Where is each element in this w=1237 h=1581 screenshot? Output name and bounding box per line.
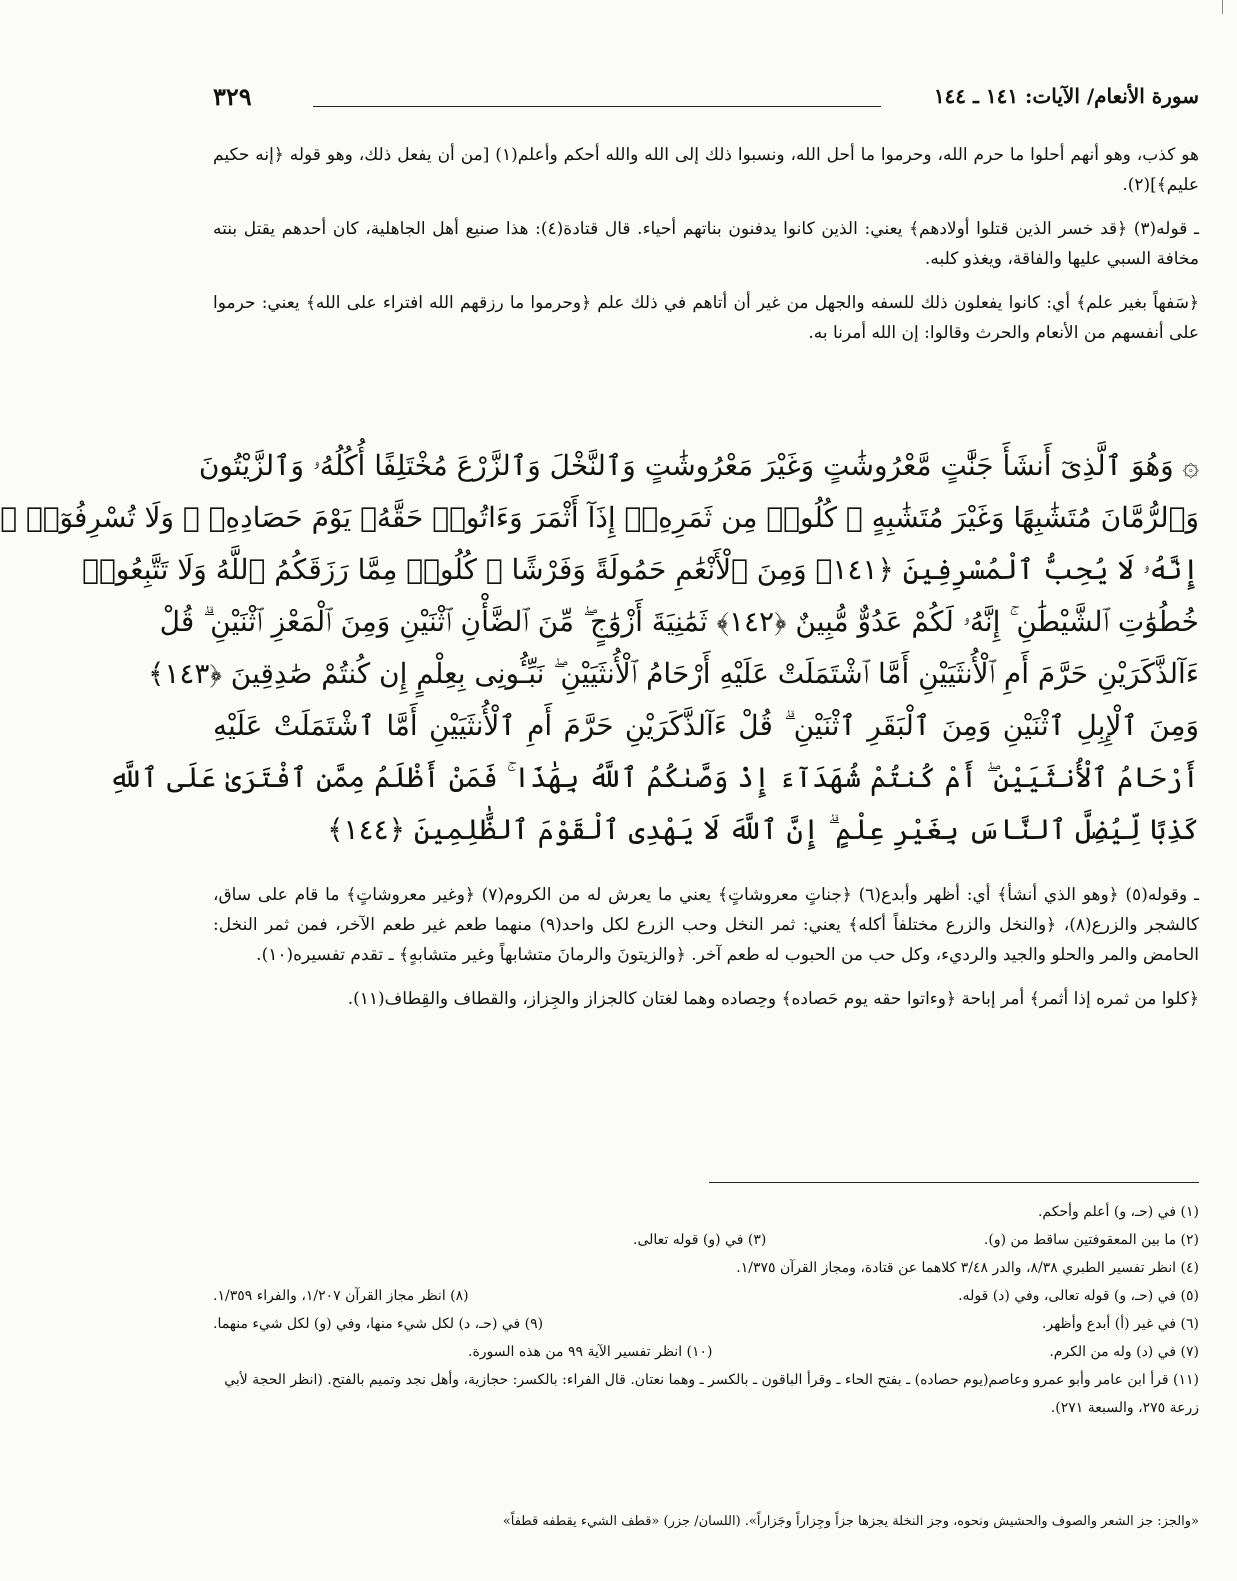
footnote: (٥) في (حـ، و) قوله تعالى، وفي (د) قوله.	[958, 1288, 1199, 1304]
verse-line: خُطُوَٰتِ ٱلشَّيْطَٰنِ ۚ إِنَّهُۥ لَكُمْ عَدُوٌّ مُّبِينٌ ﴿١٤٢﴾ ثَمَٰنِيَةَ أَزْوَٰجٍ ۖ مِّنَ ٱلضَّأْنِ ٱثْنَيْنِ وَمِنَ ٱلْمَعْزِ ٱثْنَيْنِ ۗ قُلْ	[159, 605, 1199, 638]
footnote-row	[213, 1198, 1199, 1226]
footnote: (٧) في (د) وله من الكرم.	[1049, 1344, 1199, 1360]
footnote: (٦) في غير (أ) أبدع وأظهر.	[1041, 1316, 1199, 1332]
page-header	[213, 82, 1199, 122]
footnote: (٢) ما بين المعقوفتين ساقط من (و).	[983, 1232, 1199, 1248]
verse-line: ءَآلذَّكَرَيْنِ حَرَّمَ أَمِ ٱلْأُنثَيَيْنِ أَمَّا ٱشْتَمَلَتْ عَلَيْهِ أَرْحَامُ ٱلْأُنثَيَيْنِ ۖ نَبِّـُٔونِى بِعِلْمٍ إِن كُنتُمْ صَٰدِقِينَ ﴿١٤٣﴾	[147, 657, 1199, 690]
footnote: (٩) في (حـ، د) لكل شيء منها، وفي (و) لكل شيء منهما.	[213, 1316, 544, 1332]
page-edge-mark	[1214, 0, 1223, 14]
commentary-paragraph: ـ وقوله(٥) ﴿وهو الذي أنشأ﴾ أي: أظهر وأبدع(٦) ﴿جناتٍ معروشاتٍ﴾ يعني ما يعرش له من الكروم(٧) ﴿وغير معروشاتٍ﴾ ما قام على ساق، كالشجر والزرع(٨)، ﴿والنخل والزرع مختلفاً أكله﴾ يعني: ثمر النخل وحب الزرع لكل واحد(٩) منهما طعم غير طعم الآخر، فمن ثمر النخل: الحامض والمر والحلو والجيد والرديء، وكل حب من الحبوب له طعم آخر. ﴿والزيتونَ والرمانَ متشابهاً وغير متشابهٍ﴾ ـ تقدم تفسيره(١٠).	[213, 885, 1199, 965]
gloss-line: «والجز: جز الشعر والصوف والحشيش ونحوه، وجز النخلة يجزها جزاً وجِزاراً وجَزاراً». (اللسان/ جزر) «قطف الشيء يقطفه قطفاً»	[502, 1514, 1199, 1529]
verse-line: إِنَّهُۥ لَا يُحِبُّ ٱلْمُسْرِفِينَ ﴿١٤١﴾ وَمِنَ ٱلْأَنْعَٰمِ حَمُولَةً وَفَرْشًا ۚ كُلُوا۟ مِمَّا رَزَقَكُمُ ٱللَّهُ وَلَا تَتَّبِعُوا۟	[82, 553, 1199, 586]
verse-line: وَمِنَ ٱلْإِبِلِ ٱثْنَيْنِ وَمِنَ ٱلْبَقَرِ ٱثْنَيْنِ ۗ قُلْ ءَآلذَّكَرَيْنِ حَرَّمَ أَمِ ٱلْأُنثَيَيْنِ أَمَّا ٱشْتَمَلَتْ عَلَيْهِ	[213, 709, 1199, 742]
footnote-row	[213, 1338, 1199, 1366]
running-title: سورة الأنعام/ الآيات: ١٤١ ـ ١٤٤	[933, 84, 1199, 108]
footnote: (١١) قرأ ابن عامر وأبو عمرو وعاصم(يوم حصاده) ـ بفتح الحاء ـ وقرأ الباقون ـ بالكسر ـ وهما نعتان. قال الفراء: بالكسر: حجازية، وأهل نجد وتميم بالفتح. (انظر الحجة لأبي زرعة ٢٧٥، والسبعة ٢٧١).	[224, 1372, 1199, 1416]
verse-line: وَٱلرُّمَّانَ مُتَشَٰبِهًا وَغَيْرَ مُتَشَٰبِهٍ ۚ كُلُوا۟ مِن ثَمَرِهِۦٓ إِذَآ أَثْمَرَ وَءَاتُوا۟ حَقَّهُۥ يَوْمَ حَصَادِهِۦ ۖ وَلَا تُسْرِفُوٓا۟ ۚ	[0, 501, 1199, 534]
quran-verses-block	[0, 440, 1199, 856]
paragraph: هو كذب، وهو أنهم أحلوا ما حرم الله، وحرموا ما أحل الله، ونسبوا ذلك إلى الله والله أحكم وأعلم(١) [من أن يفعل ذلك، وهو قوله ﴿إنه حكيم عليم﴾](٢).	[213, 145, 1199, 195]
header-rule	[313, 106, 881, 107]
footnote-separator	[709, 1182, 1199, 1183]
footnote-row	[213, 1226, 1199, 1254]
footnote: (٨) انظر مجاز القرآن ١/٢٠٧، والفراء ١/٣٥٩.	[213, 1288, 469, 1304]
footnote: (٣) في (و) قوله تعالى.	[633, 1232, 767, 1248]
top-text	[213, 140, 1199, 362]
footnote: (١٠) انظر تفسير الآية ٩٩ من هذه السورة.	[468, 1344, 713, 1360]
footnotes	[213, 1198, 1199, 1422]
footnote: (١) في (حـ، و) أعلم وأحكم.	[1037, 1204, 1199, 1220]
paragraph: ﴿سَفهاً بغير علم﴾ أي: كانوا يفعلون ذلك للسفه والجهل من غير أن أتاهم في ذلك علم ﴿وحرموا ما رزقهم الله افتراء على الله﴾ يعني: حرموا على أنفسهم من الأنعام والحرث وقالوا: إن الله أمرنا به.	[213, 293, 1199, 343]
verse-line: أَرْحَامُ ٱلْأُنثَيَيْنِ ۖ أَمْ كُنتُمْ شُهَدَآءَ إِذْ وَصَّىٰكُمُ ٱللَّهُ بِهَٰذَا ۚ فَمَنْ أَظْلَمُ مِمَّنِ ٱفْتَرَىٰ عَلَى ٱللَّهِ	[108, 761, 1199, 794]
verse-line: كَذِبًا لِّيُضِلَّ ٱلنَّاسَ بِغَيْرِ عِلْمٍ ۗ إِنَّ ٱللَّهَ لَا يَهْدِى ٱلْقَوْمَ ٱلظَّٰلِمِينَ ﴿١٤٤﴾	[327, 813, 1199, 846]
footnote-row	[213, 1310, 1199, 1338]
page-number: ٣٢٩	[213, 82, 252, 111]
footnote-row	[213, 1254, 1199, 1282]
commentary-paragraph: ﴿كلوا من ثمره إذا أثمر﴾ أمر إباحة ﴿وءاتوا حقه يوم حَصاده﴾ وحِصاده وهما لغتان كالجزاز والجِزاز، والقطاف والقِطاف(١١).	[347, 989, 1199, 1009]
paragraph: ـ قوله(٣) ﴿قد خسر الذين قتلوا أولادهم﴾ يعني: الذين كانوا يدفنون بناتهم أحياء. قال قتادة(٤): هذا صنيع أهل الجاهلية، كان أحدهم يقتل بنته مخافة السبي عليها والفاقة، ويغذو كلبه.	[213, 219, 1199, 269]
footnote-row	[213, 1282, 1199, 1310]
footnote: (٤) انظر تفسير الطبري ٨/٣٨، والدر ٣/٤٨ كلاهما عن قتادة، ومجاز القرآن ١/٣٧٥.	[736, 1260, 1199, 1276]
verse-line: ۞ وَهُوَ ٱلَّذِىٓ أَنشَأَ جَنَّٰتٍ مَّعْرُوشَٰتٍ وَغَيْرَ مَعْرُوشَٰتٍ وَٱلنَّخْلَ وَٱلزَّرْعَ مُخْتَلِفًا أُكُلُهُۥ وَٱلزَّيْتُونَ	[198, 449, 1199, 482]
commentary	[213, 880, 1199, 1028]
